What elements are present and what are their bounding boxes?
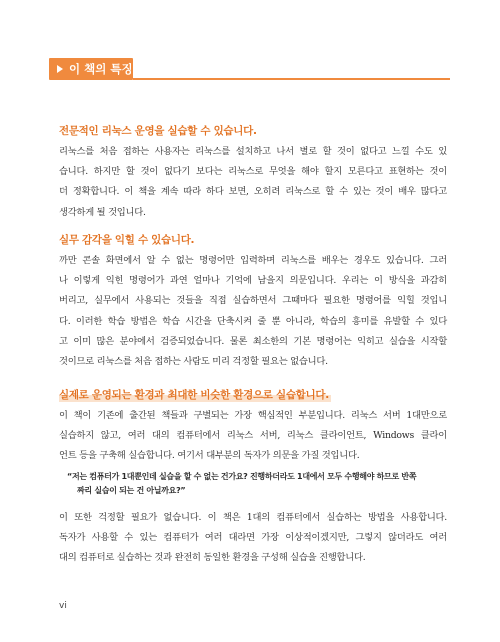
body-line: 습니다. 하지만 할 것이 없다기 보다는 리눅스로 무엇을 해야 할지 모른다고 표현하는 것이 [59,166,447,178]
section-body [59,251,447,372]
feature-section-2 [59,232,447,372]
body-line: 생각하게 될 것입니다. [59,206,146,218]
page-number: vi [59,601,67,611]
header-rule [133,78,450,80]
feature-section-1 [59,123,447,223]
reader-question-quote [67,470,437,498]
section-body [59,406,447,467]
body-line: 이 또한 걱정할 필요가 없습니다. 이 책은 1대의 컴퓨터에서 실습하는 방법을 사용합니다. [59,512,447,523]
body-line: 이 책이 기존에 출간된 책들과 구별되는 가장 핵심적인 부분입니다. 리눅스 서버 1대만으로 [59,410,447,421]
quote-line: 짜리 실습이 되는 건 아닐까요?” [77,486,186,495]
section-body [59,142,447,223]
section-title: 실무 감각을 익힐 수 있습니다. [59,234,195,246]
body-line: 고 이미 많은 분야에서 검증되었습니다. 물론 최소한의 기본 명령어는 익히고 실습을 시작할 [59,335,447,347]
closing-paragraph [59,508,447,569]
body-line: 언트 등을 구축해 실습합니다. 여기서 대부분의 독자가 의문을 가질 것입니다. [59,450,360,462]
body-line: 독자가 사용할 수 있는 컴퓨터가 여러 대라면 가장 이상적이겠지만, 그렇지 않더라도 여러 [59,532,447,544]
section-title: 실제로 운영되는 환경과 최대한 비슷한 환경으로 실습합니다. [59,389,329,401]
quote-line: “저는 컴퓨터가 1대뿐인데 실습을 할 수 없는 건가요? 진행하더라도 1대에서 모두 수행해야 하므로 반쪽 [67,472,417,481]
body-line: 다. 이러한 학습 방법은 학습 시간을 단축시켜 줄 뿐 아니라, 학습의 흥미를 유발할 수 있다 [59,315,447,327]
play-triangle-icon [57,65,63,73]
body-line: 까만 콘솔 화면에서 알 수 없는 명령어만 입력하며 리눅스를 배우는 경우도 있습니다. 그러 [59,255,447,266]
body-line: 리눅스를 처음 접하는 사용자는 리눅스를 설치하고 나서 별로 할 것이 없다고 느낄 수도 있 [59,146,447,157]
body-line: 버리고, 실무에서 사용되는 것들을 직접 실습하면서 그때마다 필요한 명령어를 익힐 것입니 [59,295,447,307]
section-header-tab [49,58,133,80]
body-line: 더 정확합니다. 이 책을 계속 따라 하다 보면, 오히려 리눅스로 할 수 있는 것이 배우 많다고 [59,186,447,198]
closing-body [59,508,447,569]
body-line: 실습하지 않고, 여러 대의 컴퓨터에서 리눅스 서버, 리눅스 클라이언트, Windows 클라이 [59,430,447,442]
feature-section-3 [59,383,447,467]
section-header-label: 이 책의 특징 [69,62,133,76]
body-line: 것이므로 리눅스를 처음 접하는 사람도 미리 걱정할 필요는 없습니다. [59,356,328,368]
body-line: 대의 컴퓨터로 실습하는 것과 완전히 동일한 환경을 구성해 실습을 진행합니다. [59,552,366,564]
section-title: 전문적인 리눅스 운영을 실습할 수 있습니다. [59,125,257,137]
body-line: 나 이렇게 익힌 명령어가 과연 얼마나 기억에 남을지 의문입니다. 우리는 이 방식을 과감히 [59,275,447,287]
